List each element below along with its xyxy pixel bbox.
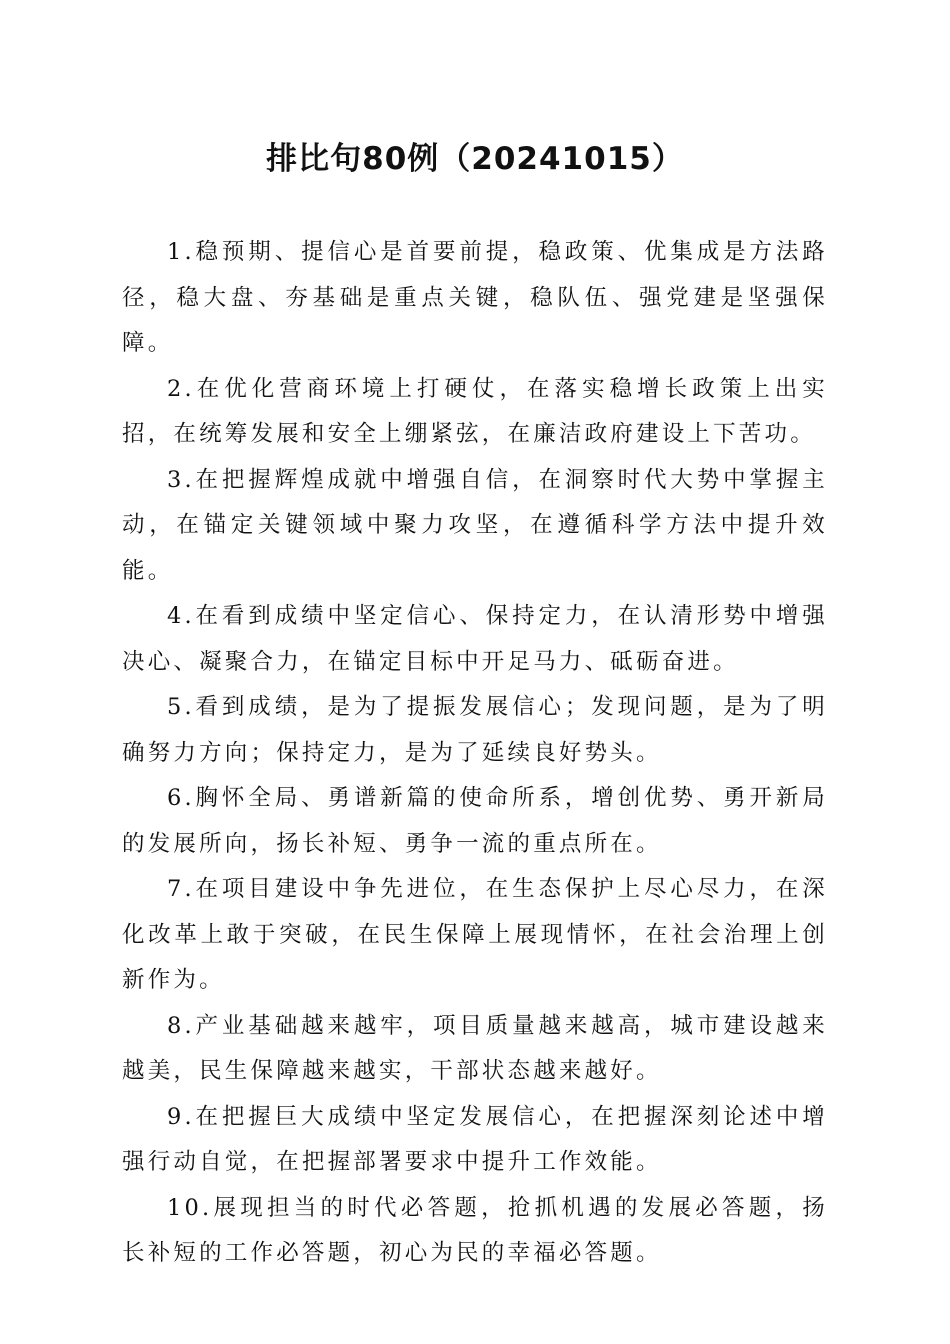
paragraph-6: 6.胸怀全局、勇谱新篇的使命所系，增创优势、勇开新局的发展所向，扬长补短、勇争一流的重点所在。 (122, 785, 828, 857)
paragraph-2: 2.在优化营商环境上打硬仗，在落实稳增长政策上出实招，在统筹发展和安全上绷紧弦，在廉洁政府建设上下苦功。 (122, 375, 828, 447)
paragraph-4: 4.在看到成绩中坚定信心、保持定力，在认清形势中增强决心、凝聚合力，在锚定目标中开足马力、砥砺奋进。 (122, 603, 828, 675)
paragraph-7: 7.在项目建设中争先进位，在生态保护上尽心尽力，在深化改革上敢于突破，在民生保障上展现情怀，在社会治理上创新作为。 (122, 876, 828, 993)
paragraph-1: 1.稳预期、提信心是首要前提，稳政策、优集成是方法路径，稳大盘、夯基础是重点关键，稳队伍、强党建是坚强保障。 (122, 239, 828, 356)
paragraph-10: 10.展现担当的时代必答题，抢抓机遇的发展必答题，扬长补短的工作必答题，初心为民的幸福必答题。 (122, 1194, 828, 1266)
paragraph-8: 8.产业基础越来越牢，项目质量越来越高，城市建设越来越美，民生保障越来越实，干部状态越来越好。 (122, 1012, 828, 1084)
document-body (122, 230, 828, 1277)
paragraph-9: 9.在把握巨大成绩中坚定发展信心，在把握深刻论述中增强行动自觉，在把握部署要求中提升工作效能。 (122, 1103, 828, 1175)
paragraph-5: 5.看到成绩，是为了提振发展信心；发现问题，是为了明确努力方向；保持定力，是为了延续良好势头。 (122, 694, 828, 766)
paragraph-3: 3.在把握辉煌成就中增强自信，在洞察时代大势中掌握主动，在锚定关键领域中聚力攻坚，在遵循科学方法中提升效能。 (122, 466, 828, 584)
document-title: 排比句80例（20241015） (266, 141, 684, 177)
